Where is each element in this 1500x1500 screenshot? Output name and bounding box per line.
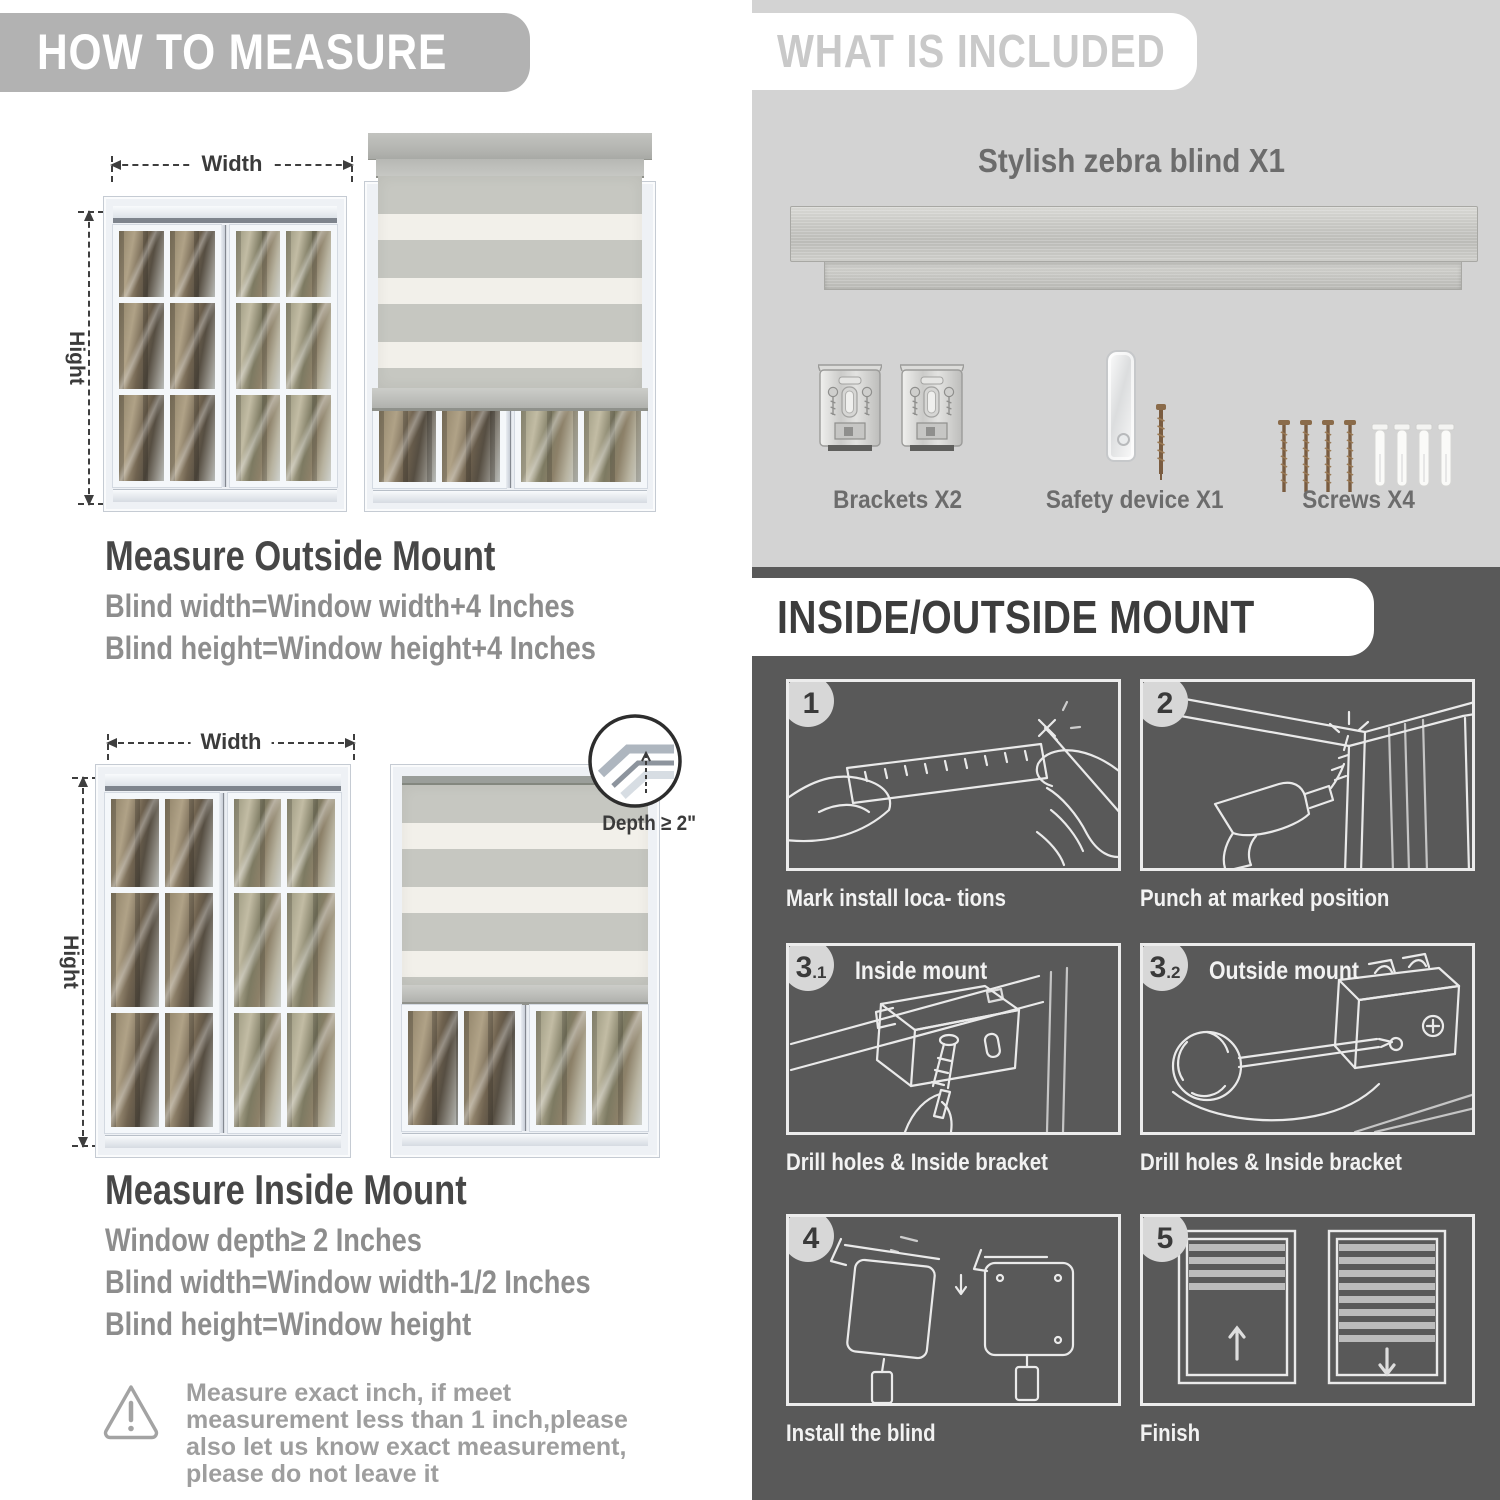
window-mullion <box>221 225 230 487</box>
inside-mount-rule-1 <box>105 1222 478 1259</box>
window-sill <box>373 490 647 503</box>
safety-device-label <box>1030 486 1240 515</box>
headrail-bar <box>790 206 1478 262</box>
window-pane <box>236 303 281 389</box>
window-pane <box>170 231 215 297</box>
height-label: Hight <box>58 927 82 997</box>
extension-line <box>351 156 353 182</box>
window-pane <box>165 1013 213 1127</box>
safety-device-label-text: Safety device X1 <box>1046 486 1224 514</box>
window-sash <box>105 793 219 1133</box>
step-caption: Install the blind <box>786 1420 936 1447</box>
window-pane <box>286 395 331 481</box>
window-sill <box>113 489 337 502</box>
step-5-card <box>1140 1214 1475 1406</box>
depth-magnifier-icon <box>586 712 684 815</box>
outside-mount-rule-2 <box>105 630 683 667</box>
extension-line <box>78 503 104 505</box>
step-3-1-card <box>786 943 1121 1135</box>
width-arrow-outside <box>112 151 352 176</box>
height-arrow-outside <box>65 212 90 504</box>
warning-triangle-icon <box>100 1382 162 1445</box>
inside-mount-rule-2 <box>105 1264 676 1301</box>
blind-bottom-rail <box>372 388 648 411</box>
mount-type-label: Outside mount <box>1209 957 1359 985</box>
window-pane <box>111 799 159 887</box>
step-number: 1 <box>802 687 820 720</box>
step-1-card <box>786 679 1121 871</box>
inside-mount-rule-3 <box>105 1306 536 1343</box>
window-pane <box>111 893 159 1007</box>
extension-line <box>111 156 113 182</box>
window-pane <box>170 395 215 481</box>
what-is-included-header <box>752 13 1197 90</box>
window-pane <box>286 303 331 389</box>
outside-mount-heading <box>105 532 581 580</box>
zebra-blind-headrail-image <box>790 206 1478 290</box>
blind-headrail <box>368 133 652 160</box>
inside-mount-title-text: Measure Inside Mount <box>105 1166 467 1213</box>
window-pane <box>236 395 281 481</box>
window-photo-inside <box>95 764 351 1158</box>
window-sash <box>228 793 342 1133</box>
step-number: 3 <box>795 951 813 984</box>
window-mullion <box>219 793 228 1133</box>
step-caption: Drill holes & Inside bracket <box>786 1149 1048 1176</box>
extension-line <box>78 211 104 213</box>
rule-text: Blind height=Window height <box>105 1306 472 1342</box>
screws-label <box>1276 486 1441 515</box>
window-top-frame <box>105 774 341 791</box>
outside-mount-rule-1 <box>105 588 658 625</box>
window-pane <box>234 799 282 887</box>
height-arrow-inside <box>59 778 84 1146</box>
bracket-image <box>900 363 964 458</box>
depth-note-text: Depth ≥ 2" <box>602 812 696 835</box>
mark-locations-illustration <box>789 682 1118 868</box>
screw-image <box>1152 404 1170 487</box>
install-blind-illustration <box>789 1217 1118 1403</box>
window-pane <box>234 893 282 1007</box>
outside-mount-title-text: Measure Outside Mount <box>105 532 496 579</box>
rule-text: Window depth≥ 2 Inches <box>105 1222 422 1258</box>
window-pane <box>408 1011 458 1125</box>
step-number: 2 <box>1156 687 1174 720</box>
window-sash <box>230 225 338 487</box>
blind-fabric-stripes <box>378 176 642 388</box>
window-pane <box>165 799 213 887</box>
rule-text: Blind width=Window width+4 Inches <box>105 588 575 624</box>
mount-type-label: Inside mount <box>855 957 988 985</box>
step-caption: Finish <box>1140 1420 1201 1447</box>
extension-line <box>353 734 355 760</box>
depth-note <box>584 812 714 836</box>
blind-bottom-rail <box>402 985 648 1005</box>
safety-device-image <box>1106 350 1136 462</box>
product-label <box>792 142 1472 180</box>
window-pane <box>287 893 335 1007</box>
window-pane <box>286 231 331 297</box>
extension-line <box>107 734 109 760</box>
window-pane <box>170 303 215 389</box>
window-sill <box>402 1133 648 1146</box>
step-caption: Mark install loca- tions <box>786 885 1006 912</box>
window-pane <box>119 303 164 389</box>
step-1 <box>786 679 1121 913</box>
zebra-blind-outside-illustration <box>362 133 658 512</box>
mount-title: INSIDE/OUTSIDE MOUNT <box>777 591 1255 643</box>
step-5 <box>1140 1214 1475 1448</box>
window-sash <box>402 1005 521 1131</box>
window-sash <box>530 1005 649 1131</box>
window-sash <box>113 225 221 487</box>
window-pane <box>234 1013 282 1127</box>
how-to-measure-title: HOW TO MEASURE <box>37 24 448 80</box>
step-4 <box>786 1214 1121 1448</box>
window-sill <box>105 1135 341 1148</box>
rule-text: Blind height=Window height+4 Inches <box>105 630 596 666</box>
window-pane <box>592 1011 642 1125</box>
warning-note: Measure exact inch, if meet measurement less than 1 inch,please also let us know exact measurement, please do not leave it <box>186 1379 628 1488</box>
rule-text: Blind width=Window width-1/2 Inches <box>105 1264 591 1300</box>
window-pane <box>536 1011 586 1125</box>
window-photo-outside <box>103 196 347 512</box>
drill-illustration <box>1143 682 1472 868</box>
step-caption: Drill holes & Inside bracket <box>1140 1149 1402 1176</box>
step-caption: Punch at marked position <box>1140 885 1390 912</box>
window-pane <box>119 231 164 297</box>
brackets-label <box>808 486 988 515</box>
screws-label-text: Screws X4 <box>1302 486 1415 514</box>
bracket-image <box>818 363 882 458</box>
mount-header <box>752 578 1374 656</box>
window-top-frame <box>113 206 337 223</box>
inside-mount-heading <box>105 1166 546 1214</box>
window-pane <box>287 1013 335 1127</box>
width-arrow-inside <box>108 729 354 754</box>
what-is-included-panel <box>752 0 1500 567</box>
window-pane <box>287 799 335 887</box>
width-label: Width <box>191 729 272 755</box>
window-pane <box>111 1013 159 1127</box>
how-to-measure-header <box>0 13 530 92</box>
step-3-1 <box>786 943 1121 1177</box>
step-suffix: .2 <box>1166 962 1181 982</box>
step-4-card <box>786 1214 1121 1406</box>
height-label: Hight <box>64 323 88 393</box>
step-suffix: .1 <box>812 962 827 982</box>
step-3-2 <box>1140 943 1475 1177</box>
step-number: 4 <box>802 1222 820 1255</box>
headrail-lip <box>824 262 1462 290</box>
step-number: 5 <box>1156 1222 1174 1255</box>
window-pane <box>236 231 281 297</box>
finish-illustration <box>1143 1217 1472 1403</box>
width-label: Width <box>192 151 273 177</box>
window-pane <box>464 1011 514 1125</box>
what-is-included-title: WHAT IS INCLUDED <box>777 25 1166 77</box>
window-mullion <box>521 1005 530 1131</box>
inside-outside-mount-panel <box>752 567 1500 1500</box>
step-2-card <box>1140 679 1475 871</box>
step-number: 3 <box>1149 951 1167 984</box>
product-label-text: Stylish zebra blind X1 <box>978 142 1286 179</box>
step-2 <box>1140 679 1475 913</box>
step-3-2-card <box>1140 943 1475 1135</box>
window-pane <box>165 893 213 1007</box>
window-pane <box>119 395 164 481</box>
brackets-label-text: Brackets X2 <box>833 486 963 514</box>
